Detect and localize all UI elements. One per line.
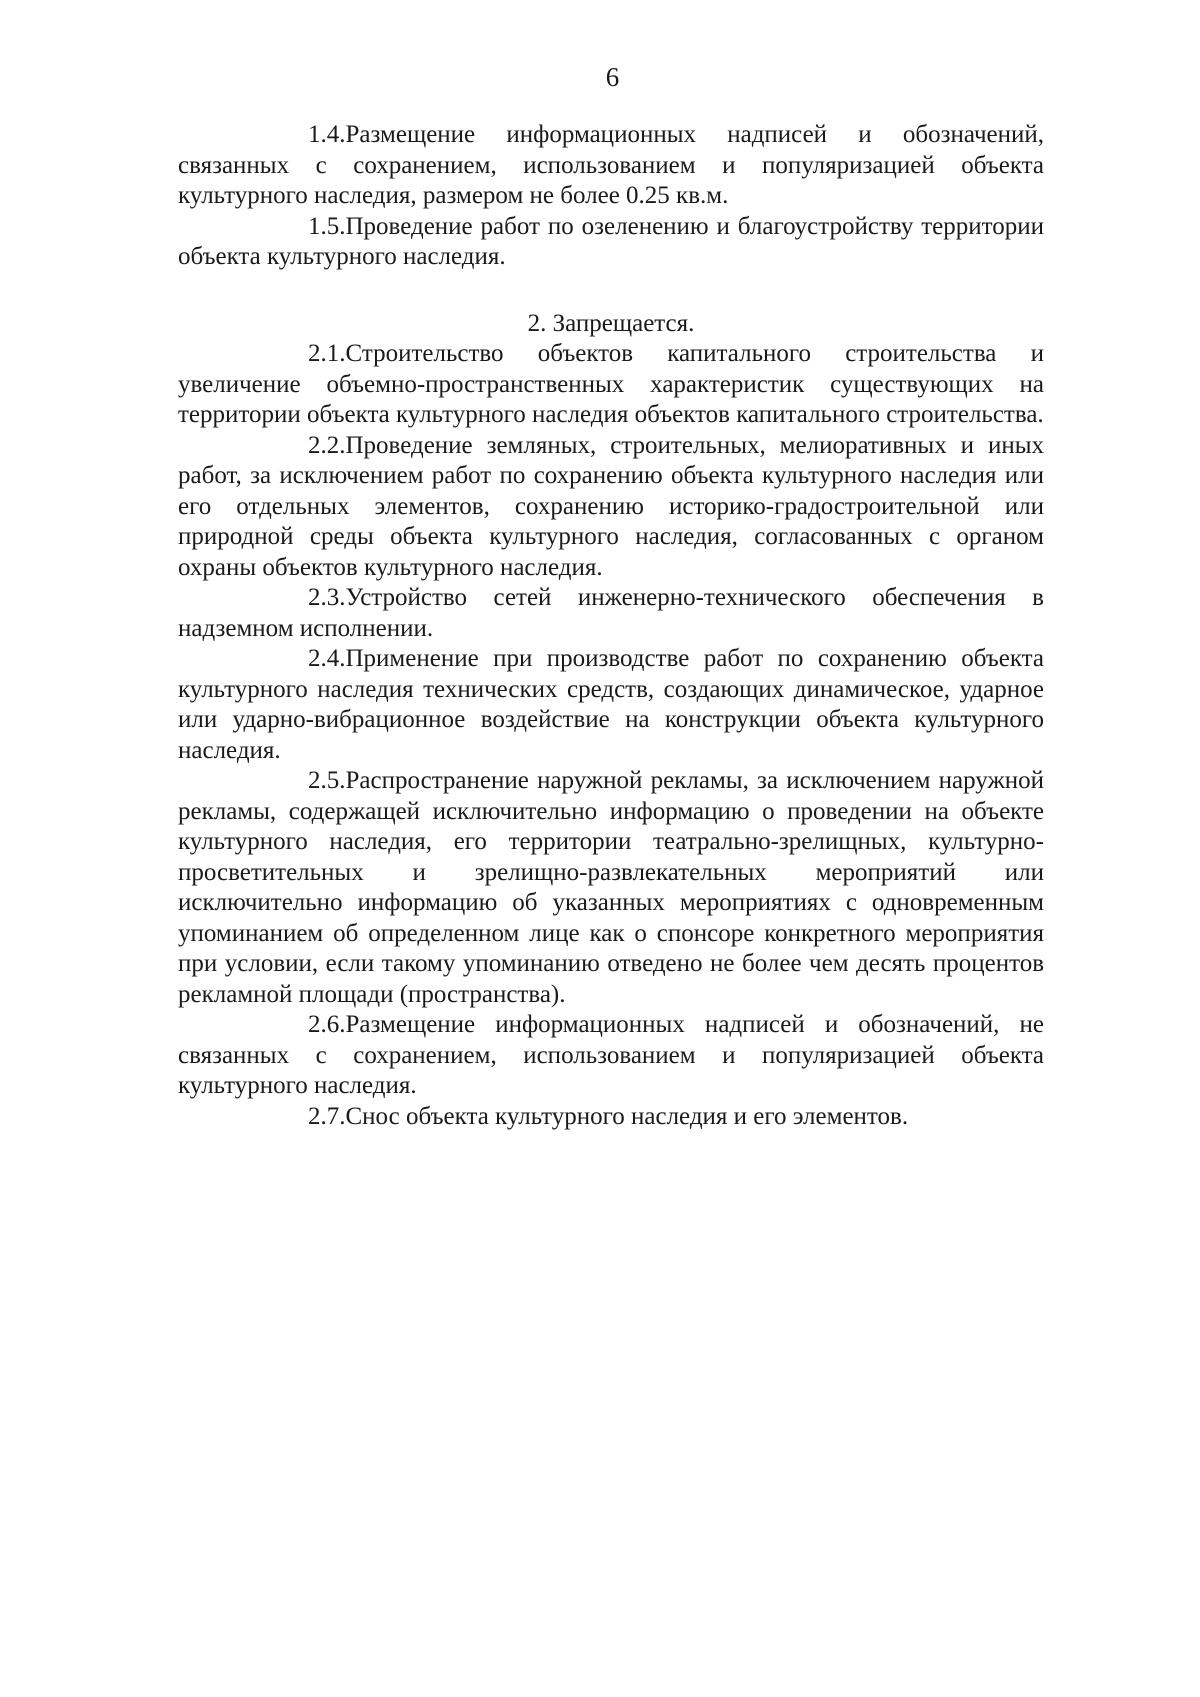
clause-number: 1.5.	[308, 212, 346, 240]
clause-2-7	[178, 1102, 1044, 1133]
clause-number: 2.3.	[308, 584, 346, 611]
clause-2-5	[178, 766, 1044, 1010]
clause-number: 2.2.	[308, 431, 346, 459]
clause-text: Распространение наружной рекламы, за исключением наружной рекламы, содержащей исключительно информацию о проведении на объекте культурного наследия, его территории театрально-зрелищных, культурно-просветительных и зрелищно-развлекательных мероприятий или исключительно информацию об указанных мероприятиях с одновременным упоминанием об определенном лице как о спонсоре конкретного мероприятия при условии, если такому упоминанию отведено не более чем десять процентов рекламной площади (пространства).	[178, 767, 1044, 1008]
page-number: 6	[605, 62, 620, 92]
clause-number: 2.1.	[308, 340, 346, 367]
clause-text: Размещение информационных надписей и обозначений, связанных с сохранением, использованием и популяризацией объекта культурного наследия, размером не более 0.25 кв.м.	[178, 121, 1044, 209]
clause-number: 2.5.	[308, 767, 346, 794]
clause-2-4	[178, 644, 1044, 766]
clause-number: 2.4.	[308, 645, 346, 672]
clause-1-5	[178, 212, 1044, 273]
clause-text: Проведение работ по озеленению и благоустройству территории объекта культурного наследия.	[178, 212, 1044, 270]
clause-number: 1.4.	[308, 121, 346, 148]
clause-2-6	[178, 1010, 1044, 1102]
clause-1-4	[178, 120, 1044, 212]
clause-text: Проведение земляных, строительных, мелиоративных и иных работ, за исключением работ по сохранению объекта культурного наследия или его отдельных элементов, сохранению историко-градостроительной или природной среды объекта культурного наследия, согласованных с органом охраны объектов культурного наследия.	[178, 431, 1044, 581]
clause-2-1	[178, 339, 1044, 431]
clause-text: Применение при производстве работ по сохранению объекта культурного наследия технических средств, создающих динамическое, ударное или ударно-вибрационное воздействие на конструкции объекта культурного наследия.	[178, 645, 1044, 764]
clause-text: Размещение информационных надписей и обозначений, не связанных с сохранением, использованием и популяризацией объекта культурного наследия.	[178, 1011, 1044, 1099]
clause-text: Строительство объектов капитального строительства и увеличение объемно-пространственных характеристик существующих на территории объекта культурного наследия объектов капитального строительства.	[178, 340, 1044, 428]
clause-number: 2.7.	[308, 1102, 346, 1130]
clause-2-2	[178, 431, 1044, 584]
section-heading: 2. Запрещается.	[527, 309, 695, 337]
document-body	[178, 120, 1044, 1132]
clause-number: 2.6.	[308, 1011, 346, 1038]
clause-text: Снос объекта культурного наследия и его элементов.	[345, 1102, 909, 1130]
clause-2-3	[178, 583, 1044, 644]
clause-text: Устройство сетей инженерно-технического обеспечения в надземном исполнении.	[178, 584, 1044, 642]
